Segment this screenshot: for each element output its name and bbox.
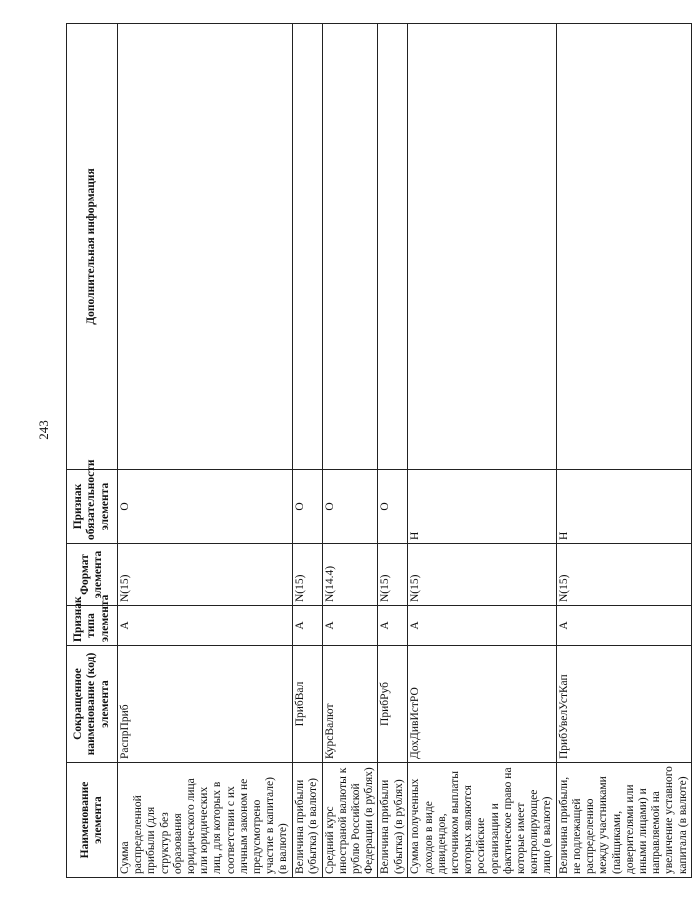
- cell-element-required: Н: [408, 470, 556, 544]
- cell-element-required: О: [118, 470, 293, 544]
- header-element-code: Сокращенное наименование (код) элемента: [67, 646, 118, 763]
- header-additional-info: Дополнительная информация: [67, 24, 118, 470]
- table-header-row: [67, 24, 118, 878]
- cell-element-type: А: [118, 606, 293, 646]
- table-row: [556, 24, 691, 878]
- header-element-type: Признак типа элемента: [67, 606, 118, 646]
- cell-additional-info: [292, 24, 322, 470]
- cell-element-format: N(15): [118, 544, 293, 606]
- header-element-format: Формат элемента: [67, 544, 118, 606]
- table-row: [292, 24, 322, 878]
- rotated-table-container: [66, 23, 689, 878]
- table-row: [408, 24, 556, 878]
- table-row: [322, 24, 378, 878]
- table-row: [378, 24, 408, 878]
- cell-additional-info: [322, 24, 378, 470]
- cell-element-name: Величина прибыли (убытка) (в валюте): [292, 763, 322, 878]
- cell-element-name: Сумма полученных доходов в виде дивидендов, источником выплаты которых являются российские организации и фактическое право на которые имеет контролирующее лицо (в валюте): [408, 763, 556, 878]
- cell-element-required: Н: [556, 470, 691, 544]
- cell-element-code: ПрибУвелУстКап: [556, 646, 691, 763]
- cell-additional-info: [378, 24, 408, 470]
- cell-additional-info: [118, 24, 293, 470]
- cell-element-format: N(14.4): [322, 544, 378, 606]
- cell-element-name: Средний курс иностраной валюты к рублю Российской Федерации (в рублях): [322, 763, 378, 878]
- cell-element-type: А: [292, 606, 322, 646]
- cell-element-required: О: [378, 470, 408, 544]
- cell-element-type: А: [322, 606, 378, 646]
- cell-element-format: N(15): [408, 544, 556, 606]
- table-row: [118, 24, 293, 878]
- cell-element-code: ПрибВал: [292, 646, 322, 763]
- cell-element-type: А: [556, 606, 691, 646]
- header-element-required: Признак обязательности элемента: [67, 470, 118, 544]
- cell-element-required: О: [292, 470, 322, 544]
- cell-element-code: ДохДивИстРО: [408, 646, 556, 763]
- cell-element-code: ПрибРуб: [378, 646, 408, 763]
- cell-element-required: О: [322, 470, 378, 544]
- cell-element-type: А: [408, 606, 556, 646]
- cell-additional-info: [556, 24, 691, 470]
- cell-element-code: КурсВалют: [322, 646, 378, 763]
- cell-element-format: N(15): [556, 544, 691, 606]
- cell-additional-info: [408, 24, 556, 470]
- cell-element-format: N(15): [292, 544, 322, 606]
- cell-element-type: А: [378, 606, 408, 646]
- elements-table: [66, 23, 692, 878]
- cell-element-name: Величина прибыли, не подлежащей распределению между участниками (пайщиками, доверителями или иными лицами) и направляемой на увеличение уставного капитала (в валюте): [556, 763, 691, 878]
- cell-element-format: N(15): [378, 544, 408, 606]
- page-number: 243: [36, 420, 51, 440]
- cell-element-name: Сумма распределенной прибыли (для структур без образования юридического лица или юридических лиц, для которых в соответствии с их личным законом не предусмотрено участие в капитале) (в валюте): [118, 763, 293, 878]
- cell-element-name: Величина прибыли (убытка) (в рублях): [378, 763, 408, 878]
- cell-element-code: РаспрПриб: [118, 646, 293, 763]
- header-element-name: Наименование элемента: [67, 763, 118, 878]
